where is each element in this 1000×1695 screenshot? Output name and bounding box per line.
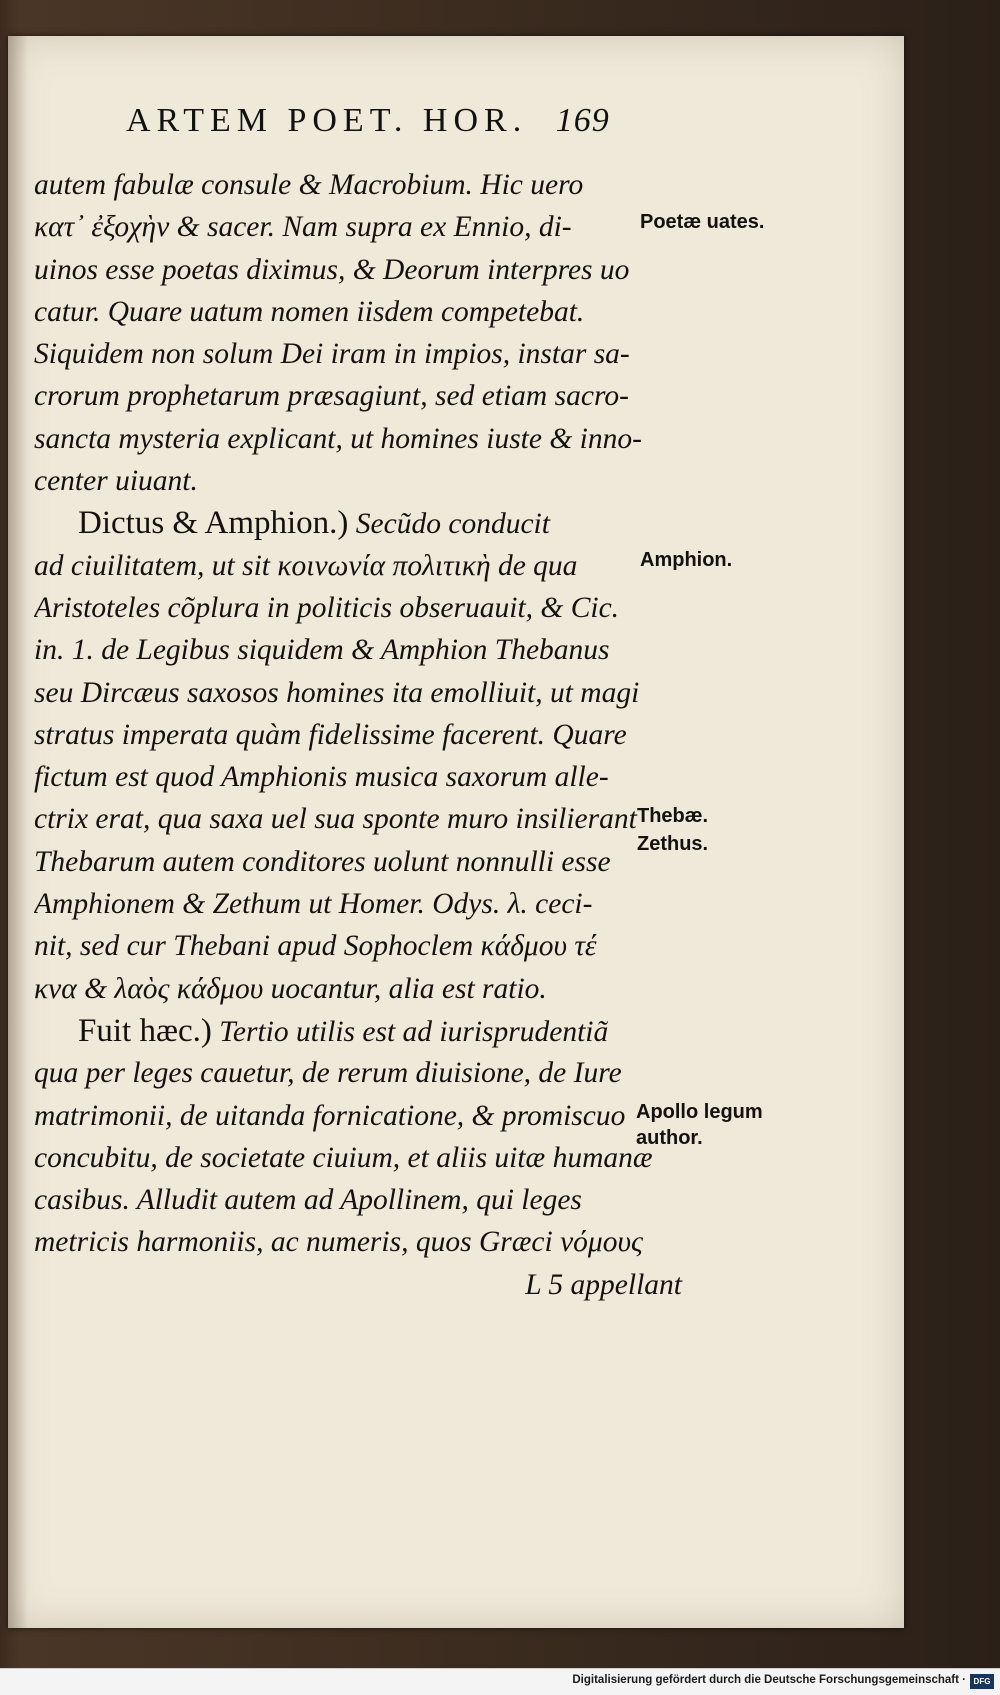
lemma: Fuit hæc.) [78,1012,212,1049]
text-line [34,375,692,417]
line-text: metricis harmoniis, ac numeris, quos Græci νόμους [34,1226,643,1259]
line-text: ad ciuilitatem, ut sit κοινωνία πολιτικὴ de qua [34,549,578,582]
line-text: in. 1. de Legibus siquidem & Amphion Thebanus [34,634,610,667]
line-text: κατ᾽ ἐξοχὴν & sacer. Nam supra ex Ennio, di- [34,211,572,244]
line-text: crorum prophetarum præsagiunt, sed etiam sacro- [34,380,629,413]
text-line [34,249,692,291]
marginal-note-poetae-uates: Poetæ uates. [640,211,765,233]
text-line [34,1137,692,1179]
text-line [34,333,692,375]
marginal-note-thebae: Thebæ. [637,805,709,827]
text-line [34,841,692,883]
line-text: concubitu, de societate ciuium, et aliis uitæ humanæ [34,1141,653,1174]
line-text: Aristoteles cõplura in politicis obseruauit, & Cic. [34,591,620,624]
text-line [34,883,692,925]
line-text: center uiuant. [34,465,198,498]
line-text: catur. Quare uatum nomen iisdem competebat. [34,295,585,328]
text-line [34,756,692,798]
text-line [34,1010,692,1052]
text-line [34,1221,692,1263]
text-line [34,629,692,671]
text-line [34,545,692,587]
line-text: uinos esse poetas diximus, & Deorum interpres uo [34,253,630,286]
line-text: autem fabulæ consule & Macrobium. Hic uero [34,169,584,201]
line-text: casibus. Alludit autem ad Apollinem, qui leges [34,1184,582,1217]
line-text: sancta mysteria explicant, ut homines iuste & inno- [34,422,642,455]
text-line [34,587,692,629]
line-text: ctrix erat, qua saxa uel sua sponte muro insilierant [34,803,637,836]
text-line [34,164,692,206]
text-line [34,206,692,248]
line-text: κνα & λαὸς κάδμου uocantur, alia est ratio. [34,972,547,1005]
line-text: seu Dircæus saxosos homines ita emolliuit, ut magi [34,676,640,709]
line-text: Thebarum autem conditores uolunt nonnulli esse [34,845,611,878]
text-line [34,291,692,333]
marginal-note-zethus: Zethus. [637,833,709,855]
book-page [8,36,904,1628]
text-line [34,502,692,544]
text-line [34,672,692,714]
marginal-note-author: author. [636,1127,703,1149]
line-text: Amphionem & Zethum ut Homer. Odys. λ. ceci- [34,888,593,921]
running-head-title: ARTEM POET. HOR. [126,102,528,139]
marginal-note-apollo-legum: Apollo legum [636,1101,763,1123]
line-text: qua per leges cauetur, de rerum diuisione, de Iure [34,1057,622,1090]
text-line [34,968,692,1010]
line-text: stratus imperata quàm fidelissime facerent. Quare [34,718,627,751]
text-line [34,714,692,756]
text-line [34,1179,692,1221]
catchword: L 5 appellant [525,1268,682,1301]
text-line [34,1052,692,1094]
marginal-note-amphion: Amphion. [640,549,733,571]
line-text: fictum est quod Amphionis musica saxorum alle- [34,761,609,794]
text-block [34,164,692,1306]
footer-credit: Digitalisierung gefördert durch die Deutsche Forschungsgemeinschaft · [572,1674,966,1686]
line-text: Siquidem non solum Dei iram in impios, instar sa- [34,338,630,371]
line-text: matrimonii, de uitanda fornicatione, & promiscuo [34,1099,626,1132]
line-text: Secũdo conducit [355,508,550,541]
text-line [34,418,692,460]
folio-number: 169 [555,102,610,139]
text-line [34,925,692,967]
text-line [34,1095,692,1137]
digitization-footer [0,1668,1000,1695]
lemma: Dictus & Amphion.) [78,505,349,542]
running-head [126,102,726,140]
text-line [34,798,692,840]
text-line [34,460,692,502]
line-text: nit, sed cur Thebani apud Sophoclem κάδμου τέ [34,930,597,963]
line-text: Tertio utilis est ad iurisprudentiã [219,1015,609,1048]
dfg-logo: DFG [970,1674,994,1689]
